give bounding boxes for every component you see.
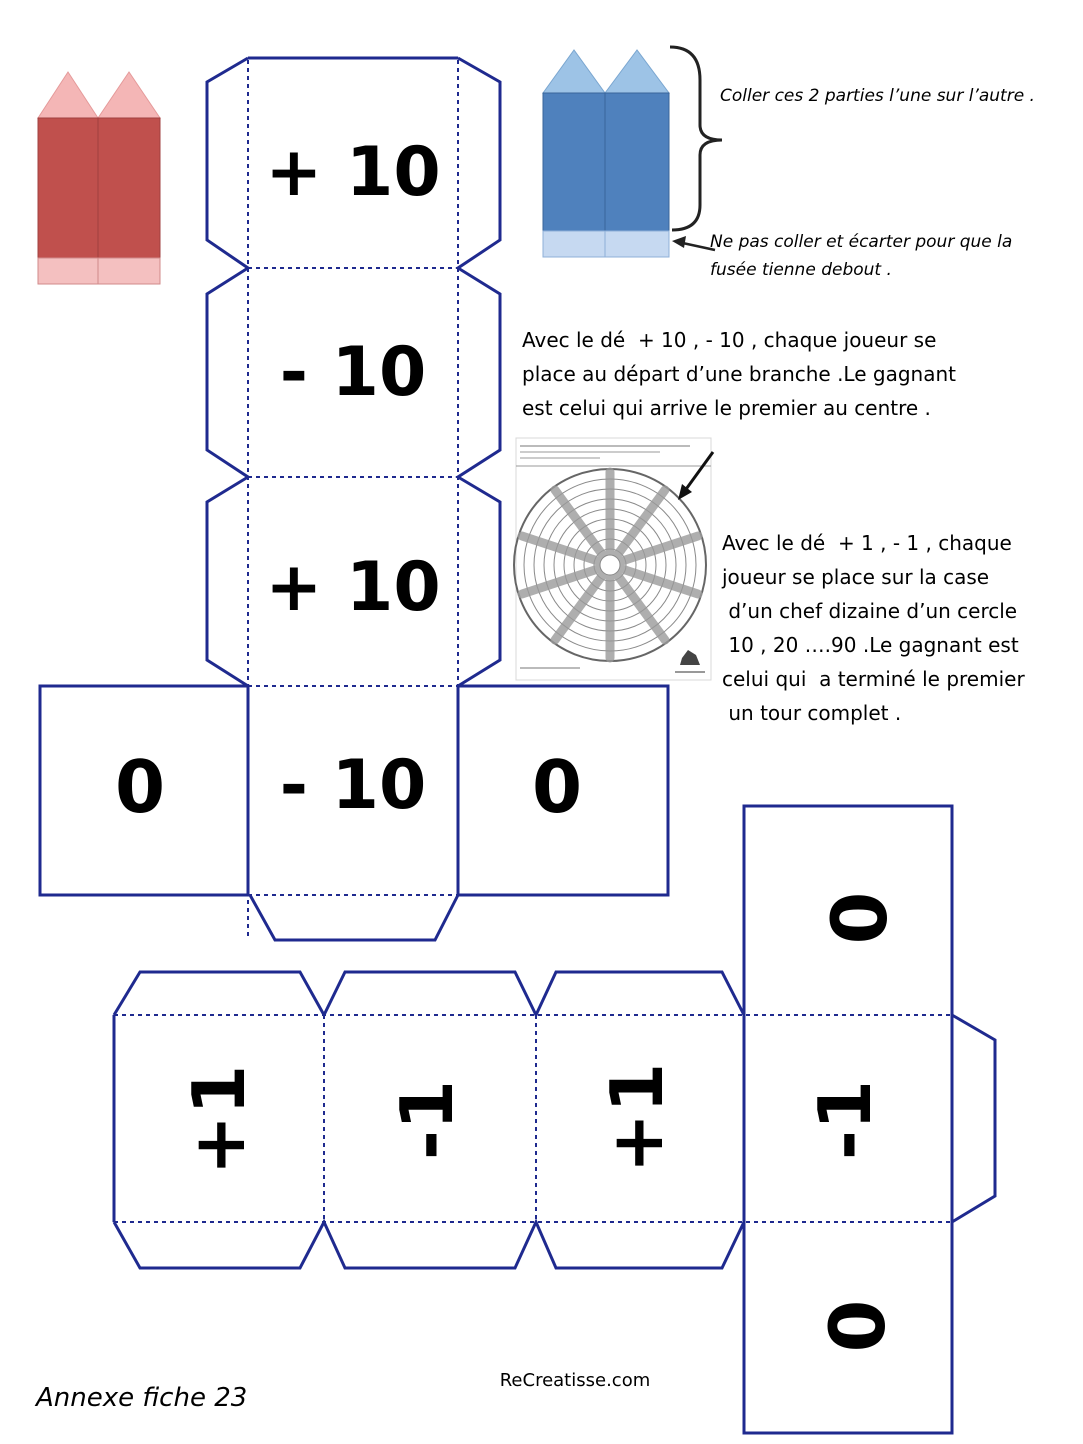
ones-face-2: -1 [385, 1080, 469, 1160]
ones-rule-line-2: joueur se place sur la case [722, 565, 990, 589]
ones-rule-line-1: Avec le dé + 1 , - 1 , chaque [722, 531, 1012, 555]
ones-rule-line-6: un tour complet . [722, 701, 902, 725]
tens-side-right: 0 [531, 745, 583, 829]
site-label: ReCreatisse.com [499, 1370, 651, 1391]
ones-rule-line-3: d’un chef dizaine d’un cercle [722, 599, 1018, 623]
ones-face-1: +1 [177, 1064, 261, 1176]
tens-rule-line-1: Avec le dé + 10 , - 10 , chaque joueur se [522, 328, 937, 352]
ones-face-3: +1 [595, 1062, 679, 1174]
ones-rule-text [721, 531, 1025, 725]
noglue-note-line2: fusée tienne debout . [710, 260, 892, 280]
tens-rule-text [522, 328, 956, 420]
tens-face-2: - 10 [279, 333, 427, 412]
glue-note: Coller ces 2 parties l’une sur l’autre . [720, 86, 1035, 106]
tens-face-4: - 10 [279, 746, 427, 825]
noglue-note-line1: Ne pas coller et écarter pour que la [710, 232, 1013, 252]
red-rocket-icon [38, 72, 160, 284]
tens-side-left: 0 [114, 745, 166, 829]
tens-rule-line-3: est celui qui arrive le premier au centre . [522, 396, 931, 420]
ones-face-4: -1 [803, 1080, 887, 1160]
ones-bottom-face: 0 [813, 1299, 902, 1353]
ones-rule-line-5: celui qui a terminé le premier [722, 667, 1025, 691]
tens-rule-line-2: place au départ d’une branche .Le gagnant [522, 362, 956, 386]
arrow-icon [672, 236, 715, 250]
ones-top-face: 0 [815, 891, 904, 945]
tens-face-3: + 10 [265, 548, 441, 627]
game-board-thumbnail [514, 438, 711, 680]
ones-rule-line-4: 10 , 20 ….90 .Le gagnant est [722, 633, 1019, 657]
blue-rocket-icon [543, 50, 669, 257]
tens-face-1: + 10 [265, 133, 441, 212]
brace-icon [670, 47, 722, 230]
annex-label: Annexe fiche 23 [36, 1383, 248, 1413]
